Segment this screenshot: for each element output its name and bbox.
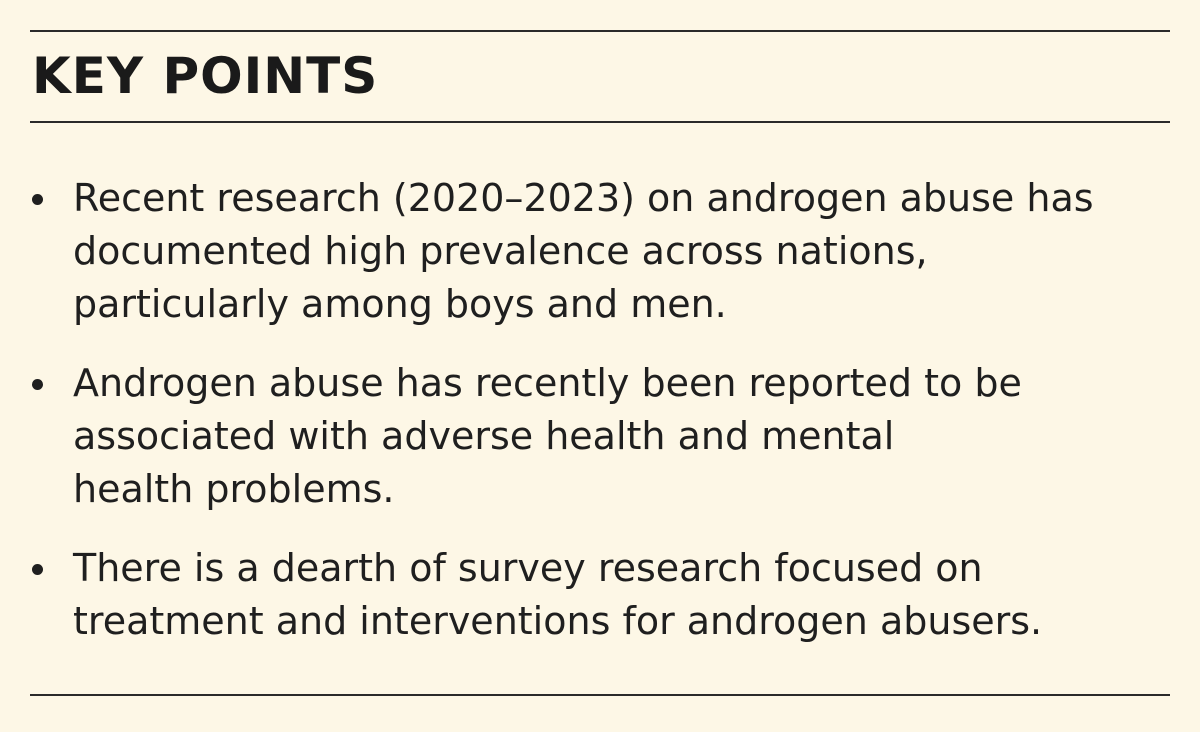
key-point-line: documented high prevalence across nations,: [73, 229, 928, 273]
key-point-line: particularly among boys and men.: [73, 282, 727, 326]
key-points-heading: KEY POINTS: [32, 47, 379, 105]
bullet-icon: [32, 564, 43, 575]
bullet-icon: [32, 379, 43, 390]
bottom-rule: [30, 694, 1170, 696]
key-points-list: [30, 172, 1160, 648]
key-point-line: Recent research (2020–2023) on androgen abuse has: [73, 176, 1094, 220]
key-point-item: [30, 357, 1160, 516]
bullet-icon: [32, 194, 43, 205]
key-point-line: There is a dearth of survey research focused on: [73, 546, 983, 590]
key-point-line: Androgen abuse has recently been reported to be: [73, 361, 1022, 405]
top-rule: [30, 30, 1170, 32]
key-point-item: [30, 172, 1160, 331]
key-point-line: associated with adverse health and mental: [73, 414, 895, 458]
key-point-item: [30, 542, 1160, 648]
key-point-line: health problems.: [73, 467, 395, 511]
heading-rule: [30, 121, 1170, 123]
key-point-line: treatment and interventions for androgen abusers.: [73, 599, 1043, 643]
